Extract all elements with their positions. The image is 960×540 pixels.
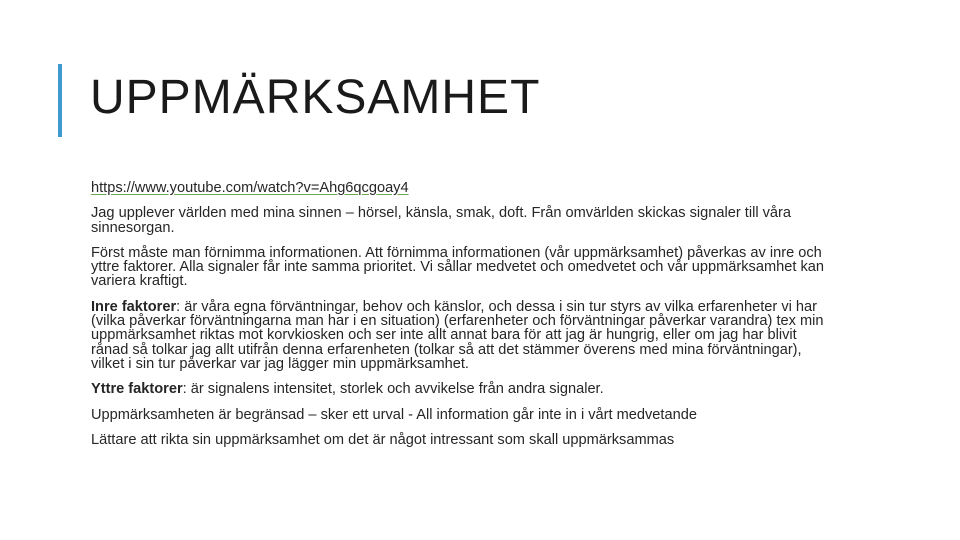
- outer-factors-text: : är signalens intensitet, storlek och avvikelse från andra signaler.: [182, 381, 604, 398]
- paragraph-outer-factors: [91, 382, 831, 396]
- paragraph-senses: Jag upplever världen med mina sinnen – hörsel, känsla, smak, doft. Från omvärlden skickas signaler till våra sinnesorgan.: [91, 205, 792, 236]
- paragraph-limited-attention: Uppmärksamheten är begränsad – sker ett urval - All information går inte in i vårt medvetande: [91, 406, 697, 423]
- slide-title: UPPMÄRKSAMHET: [90, 71, 541, 124]
- youtube-link[interactable]: https://www.youtube.com/watch?v=Ahg6qcgoay4: [91, 180, 409, 196]
- title-accent-bar: [58, 64, 62, 137]
- paragraph-easier-focus: Lättare att rikta sin uppmärksamhet om det är något intressant som skall uppmärksammas: [91, 431, 675, 448]
- paragraph-perception: Först måste man förnimma informationen. Att förnimma informationen (vår uppmärksamhet) påverkas av inre och yttre faktorer. Alla signaler får inte samma prioritet. Vi sållar medvetet och omedvetet och vår uppmärksamhet kan variera kraftigt.: [91, 244, 824, 290]
- outer-factors-heading: Yttre faktorer: [91, 381, 183, 398]
- slide-body: [91, 181, 831, 458]
- inner-factors-text: : är våra egna förväntningar, behov och känslor, och dessa i sin tur styrs av vilka erfarenheter vi har (vilka påverkar förväntningarna man har i en situation) (erfarenheter och förväntningar påverkar varandra) tex min uppmärksamhet riktas mot korvkiosken och ser inte allt annat bara för att jag är hungrig, eller om jag har blivit rånad så tolkar jag allt utifrån denna erfarenheten (tolkar så att det stämmer överens med mina förväntningar), vilket i sin tur påverkar var jag lägger min uppmärksamhet.: [91, 298, 824, 372]
- link-paragraph: [91, 181, 831, 195]
- paragraph-inner-factors: [91, 300, 831, 371]
- inner-factors-heading: Inre faktorer: [91, 298, 177, 315]
